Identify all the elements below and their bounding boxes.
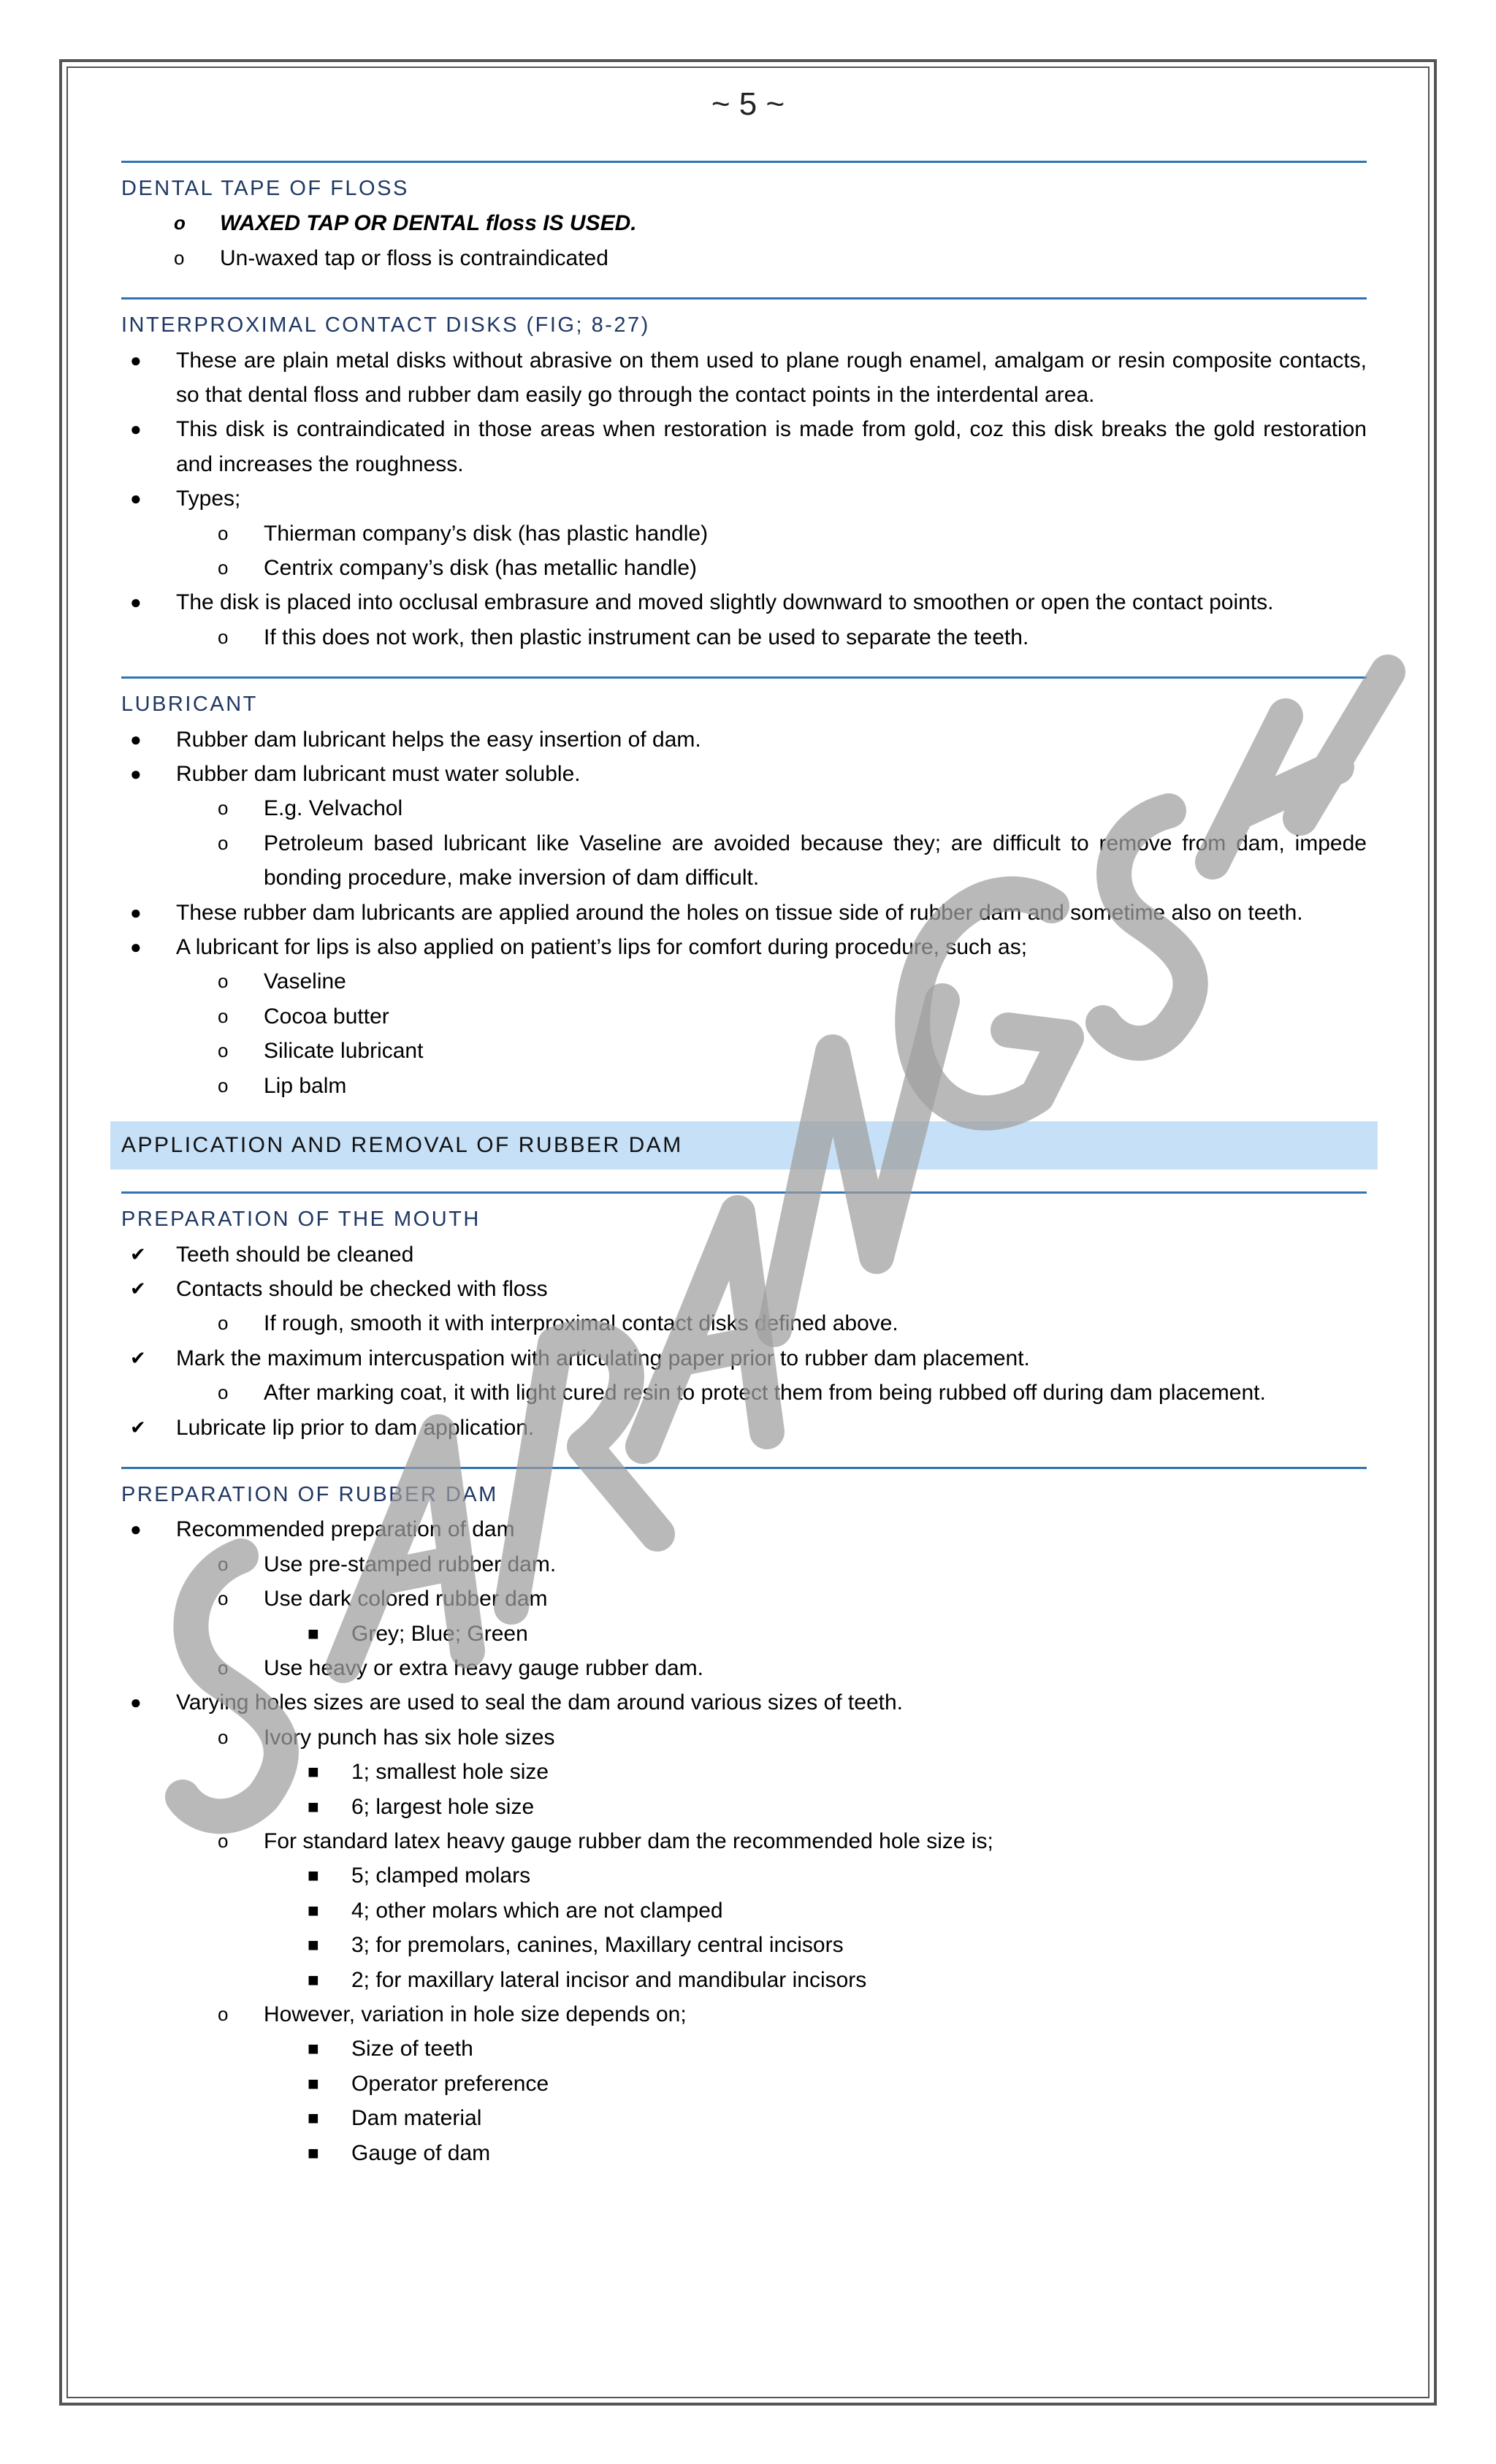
- square-bullet-icon: ■: [308, 2141, 319, 2164]
- page-number: ~ 5 ~: [711, 86, 785, 122]
- heading-application-banner: APPLICATION AND REMOVAL OF RUBBER DAM: [110, 1121, 1378, 1170]
- disc-bullet-icon: ●: [130, 936, 142, 958]
- heading-dam-prep: PREPARATION OF RUBBER DAM: [121, 1467, 1367, 1512]
- contact-disks-list: [121, 343, 1367, 655]
- heading-mouth-prep: PREPARATION OF THE MOUTH: [121, 1191, 1367, 1237]
- checkmark-icon: ✔: [130, 1346, 146, 1369]
- circle-bullet-icon: o: [218, 557, 229, 579]
- list-item: ■ Gauge of dam: [121, 2136, 1367, 2170]
- square-bullet-icon: ■: [308, 2037, 319, 2060]
- list-item: ● The disk is placed into occlusal embrasure and moved slightly downward to smoothen or open the contact points.: [121, 585, 1367, 619]
- circle-bullet-icon: o: [174, 212, 186, 234]
- circle-bullet-icon: o: [218, 1552, 229, 1575]
- list-item: o WAXED TAP OR DENTAL floss IS USED.: [121, 206, 1367, 240]
- circle-bullet-icon: o: [218, 831, 229, 854]
- list-item: o For standard latex heavy gauge rubber dam the recommended hole size is;: [121, 1824, 1367, 1858]
- checkmark-icon: ✔: [130, 1416, 146, 1438]
- list-item: o Petroleum based lubricant like Vaseline are avoided because they; are difficult to remove from dam, impede bonding procedure, make inversion of dam difficult.: [121, 826, 1367, 896]
- circle-bullet-icon: o: [218, 2003, 229, 2026]
- circle-bullet-icon: o: [218, 1656, 229, 1679]
- square-bullet-icon: ■: [308, 1968, 319, 1991]
- list-item: ● These are plain metal disks without abrasive on them used to plane rough enamel, amalgam or resin composite contacts, so that dental floss and rubber dam easily go through the contact points in the interdental area.: [121, 343, 1367, 413]
- list-item: ● This disk is contraindicated in those areas when restoration is made from gold, coz this disk breaks the gold restoration and increases the roughness.: [121, 412, 1367, 481]
- list-item: ■ 2; for maxillary lateral incisor and mandibular incisors: [121, 1963, 1367, 1997]
- circle-bullet-icon: o: [218, 970, 229, 993]
- heading-contact-disks: INTERPROXIMAL CONTACT DISKS (FIG; 8-27): [121, 297, 1367, 343]
- dental-tape-list: [121, 206, 1367, 275]
- list-item: ✔ Mark the maximum intercuspation with articulating paper prior to rubber dam placement.: [121, 1341, 1367, 1376]
- disc-bullet-icon: ●: [130, 728, 142, 750]
- list-item: ● Varying holes sizes are used to seal the dam around various sizes of teeth.: [121, 1685, 1367, 1720]
- list-item: o Un-waxed tap or floss is contraindicated: [121, 241, 1367, 275]
- list-item: ✔ Lubricate lip prior to dam application.: [121, 1411, 1367, 1445]
- list-item: ■ 5; clamped molars: [121, 1858, 1367, 1893]
- checkmark-icon: ✔: [130, 1277, 146, 1300]
- square-bullet-icon: ■: [308, 1795, 319, 1818]
- circle-bullet-icon: o: [218, 797, 229, 820]
- checkmark-icon: ✔: [130, 1243, 146, 1265]
- circle-bullet-icon: o: [218, 1725, 229, 1748]
- list-item: ● Types;: [121, 481, 1367, 516]
- list-item: o If rough, smooth it with interproximal contact disks defined above.: [121, 1306, 1367, 1340]
- list-item: o E.g. Velvachol: [121, 791, 1367, 825]
- list-item: ■ 6; largest hole size: [121, 1790, 1367, 1824]
- circle-bullet-icon: o: [218, 1829, 229, 1852]
- square-bullet-icon: ■: [308, 1622, 319, 1644]
- heading-lubricant: LUBRICANT: [121, 676, 1367, 722]
- circle-bullet-icon: o: [174, 246, 185, 269]
- list-item: ● A lubricant for lips is also applied on patient’s lips for comfort during procedure, such as;: [121, 930, 1367, 964]
- square-bullet-icon: ■: [308, 2072, 319, 2094]
- dam-prep-list: [121, 1512, 1367, 2170]
- circle-bullet-icon: o: [218, 625, 229, 648]
- list-item: ✔ Contacts should be checked with floss: [121, 1272, 1367, 1306]
- disc-bullet-icon: ●: [130, 1691, 142, 1714]
- list-item: ■ 1; smallest hole size: [121, 1755, 1367, 1789]
- circle-bullet-icon: o: [218, 1040, 229, 1062]
- square-bullet-icon: ■: [308, 1899, 319, 1921]
- disc-bullet-icon: ●: [130, 591, 142, 614]
- disc-bullet-icon: ●: [130, 1518, 142, 1541]
- list-item: o Use pre-stamped rubber dam.: [121, 1547, 1367, 1582]
- list-item: ■ 4; other molars which are not clamped: [121, 1893, 1367, 1928]
- list-item: o After marking coat, it with light cured resin to protect them from being rubbed off during dam placement.: [121, 1376, 1367, 1410]
- square-bullet-icon: ■: [308, 2107, 319, 2129]
- circle-bullet-icon: o: [218, 1381, 229, 1404]
- list-item: o Centrix company’s disk (has metallic handle): [121, 551, 1367, 585]
- circle-bullet-icon: o: [218, 1312, 229, 1335]
- list-item: ■ Grey; Blue; Green: [121, 1617, 1367, 1651]
- square-bullet-icon: ■: [308, 1934, 319, 1956]
- list-item: o Use heavy or extra heavy gauge rubber dam.: [121, 1651, 1367, 1685]
- list-item: ■ Dam material: [121, 2101, 1367, 2135]
- document-body: [121, 161, 1367, 2170]
- list-item: ● Rubber dam lubricant helps the easy insertion of dam.: [121, 722, 1367, 757]
- list-item: ● Rubber dam lubricant must water soluble.: [121, 757, 1367, 791]
- list-item: o Thierman company’s disk (has plastic handle): [121, 516, 1367, 551]
- list-item: ● Recommended preparation of dam: [121, 1512, 1367, 1546]
- disc-bullet-icon: ●: [130, 418, 142, 440]
- list-item: o If this does not work, then plastic instrument can be used to separate the teeth.: [121, 620, 1367, 655]
- circle-bullet-icon: o: [218, 1074, 229, 1096]
- circle-bullet-icon: o: [218, 1004, 229, 1027]
- mouth-prep-list: [121, 1237, 1367, 1445]
- list-item: ■ 3; for premolars, canines, Maxillary central incisors: [121, 1928, 1367, 1962]
- heading-dental-tape: DENTAL TAPE OF FLOSS: [121, 161, 1367, 206]
- list-item: o However, variation in hole size depends on;: [121, 1997, 1367, 2032]
- list-item: o Ivory punch has six hole sizes: [121, 1720, 1367, 1755]
- list-item: ■ Size of teeth: [121, 2032, 1367, 2066]
- disc-bullet-icon: ●: [130, 763, 142, 785]
- square-bullet-icon: ■: [308, 1761, 319, 1783]
- disc-bullet-icon: ●: [130, 901, 142, 923]
- circle-bullet-icon: o: [218, 1587, 229, 1610]
- list-item: ✔ Teeth should be cleaned: [121, 1237, 1367, 1272]
- list-item: o Use dark colored rubber dam: [121, 1582, 1367, 1616]
- disc-bullet-icon: ●: [130, 348, 142, 371]
- list-item: o Lip balm: [121, 1069, 1367, 1103]
- lubricant-list: [121, 722, 1367, 1103]
- disc-bullet-icon: ●: [130, 487, 142, 510]
- list-item: o Silicate lubricant: [121, 1034, 1367, 1068]
- list-item: o Vaseline: [121, 964, 1367, 999]
- list-item: ● These rubber dam lubricants are applied around the holes on tissue side of rubber dam and sometime also on teeth.: [121, 896, 1367, 930]
- list-item: o Cocoa butter: [121, 999, 1367, 1034]
- list-item: ■ Operator preference: [121, 2067, 1367, 2101]
- square-bullet-icon: ■: [308, 1864, 319, 1887]
- circle-bullet-icon: o: [218, 522, 229, 544]
